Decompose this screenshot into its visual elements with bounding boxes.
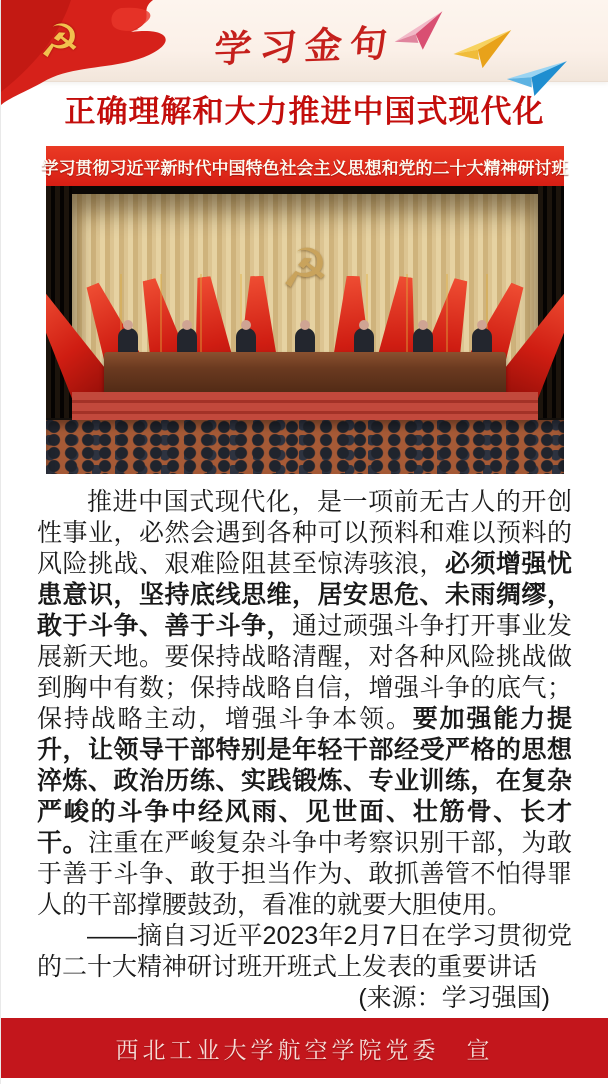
page-title: 正确理解和大力推进中国式现代化 [64, 94, 545, 129]
attribution-line: ——摘自习近平2023年2月7日在学习贯彻党的二十大精神研讨班开班式上发表的重要讲话 [37, 922, 572, 981]
red-carpet-steps [72, 392, 538, 422]
person-figure [295, 328, 315, 354]
quote-segment: 注重在严峻复杂斗争中考察识别干部，为敢于善于斗争、敢于担当作为、敢抓善管不怕得罪人的干部撑腰鼓劲，看准的就要大胆使用。 [37, 829, 572, 919]
conference-scene [46, 186, 564, 474]
audience-crowd [46, 420, 564, 474]
calligraphy-title: 学习金句 [212, 23, 396, 72]
publisher-name: 西北工业大学航空学院党委 宣 [115, 1036, 494, 1063]
person-figure [236, 328, 256, 354]
paper-plane-yellow-icon [452, 24, 513, 70]
party-emblem-icon: ☭ [280, 237, 330, 300]
rostrum-table [104, 352, 506, 394]
party-flag-icon [1, 0, 191, 105]
quote-segment-bold: 要加强能力提升，让领导干部特别是年轻干部经受严格的思想淬炼、政治历练、实践锻炼、专业训练，在复杂严峻的斗争中经风雨、见世面、壮筋骨、长才干。 [37, 705, 572, 857]
photo-banner-text: 学习贯彻习近平新时代中国特色社会主义思想和党的二十大精神研讨班 [46, 146, 564, 186]
conference-photo [41, 146, 569, 474]
source-line: (来源：学习强国) [358, 984, 550, 1012]
person-figure [472, 328, 492, 354]
paper-plane-pink-icon [391, 9, 447, 52]
person-figure [118, 328, 138, 354]
hammer-sickle-icon: ☭ [39, 14, 81, 68]
quote-segment-bold: 必须增强忧患意识，坚持底线思维，居安思危、未雨绸缪，敢于斗争、善于斗争， [37, 550, 572, 640]
seated-leaders-row [118, 328, 492, 354]
publisher-footer-bar [1, 1018, 608, 1078]
quote-body [1, 474, 608, 1014]
quote-segment: 通过顽强斗争打开事业发展新天地。要保持战略清醒，对各种风险挑战做到胸中有数；保持战略自信，增强斗争的底气；保持战略主动，增强斗争本领。 [37, 612, 572, 733]
quote-segment: 推进中国式现代化，是一项前无古人的开创性事业，必然会遇到各种可以预料和难以预料的风险挑战、艰难险阻甚至惊涛骇浪， [37, 488, 572, 578]
person-figure [354, 328, 374, 354]
quote-paragraph [37, 487, 572, 921]
person-figure [413, 328, 433, 354]
person-figure [177, 328, 197, 354]
header-banner [1, 0, 608, 82]
